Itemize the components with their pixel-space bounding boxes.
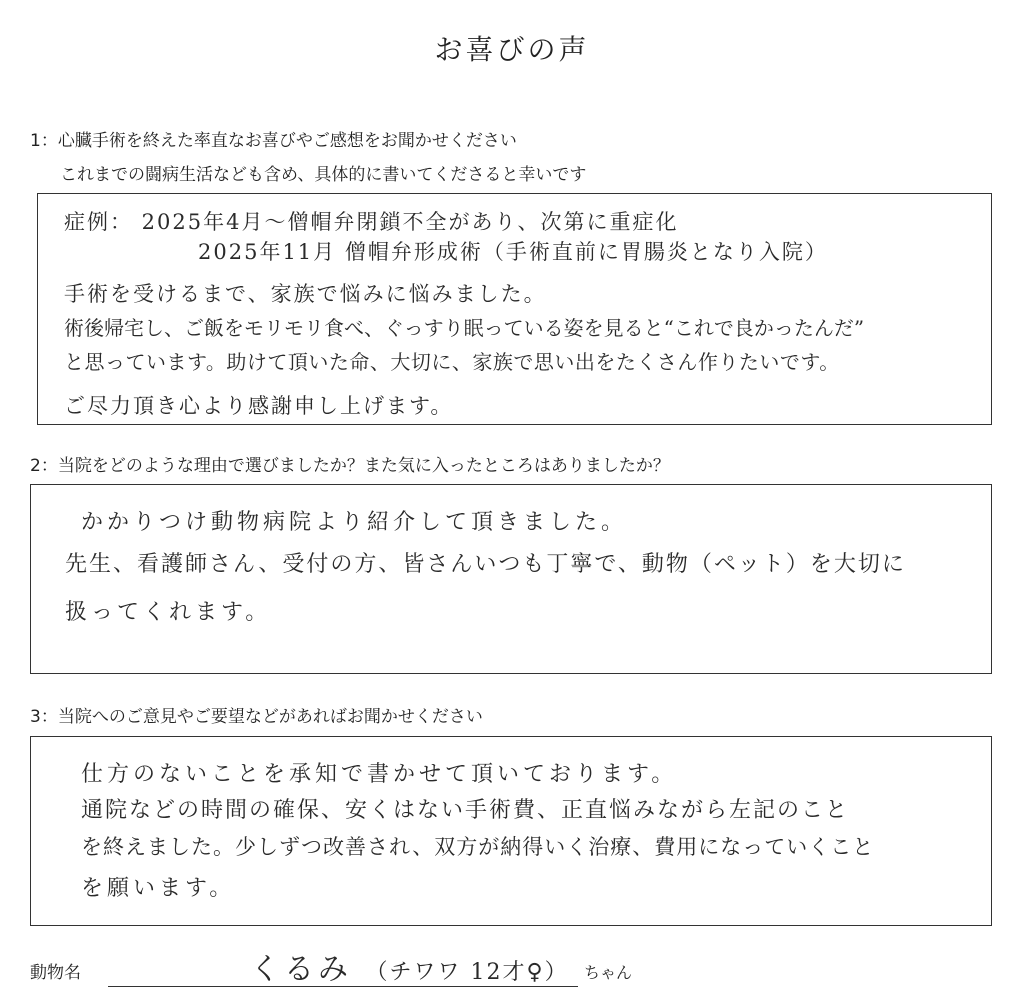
pet-name: くるみ — [250, 952, 352, 987]
answer-box-3 — [30, 736, 992, 926]
answer-box-2 — [30, 484, 992, 674]
answer-3-line-3: を終えました。少しずつ改善され、双方が納得いく治療、費用になっていくこと — [81, 835, 875, 859]
question-2: 2：当院をどのような理由で選びましたか？また気に入ったところはありましたか？ — [30, 456, 670, 476]
answer-box-1 — [37, 193, 992, 425]
pet-name-suffix: ちゃん — [584, 963, 633, 982]
answer-3-line-2: 通院などの時間の確保、安くはない手術費、正直悩みながら左記のこと — [81, 798, 850, 823]
answer-3-line-4: を願います。 — [81, 876, 236, 901]
answer-1-line-6: ご尽力頂き心より感謝申し上げます。 — [64, 394, 454, 418]
question-1: 1：心臓手術を終えた率直なお喜びやご感想をお聞かせください — [30, 131, 517, 151]
answer-3-line-1: 仕方のないことを承知で書かせて頂いております。 — [81, 762, 678, 787]
answer-2-line-2: 先生、看護師さん、受付の方、皆さんいつも丁寧で、動物（ペット）を大切に — [65, 552, 906, 577]
pet-breed-age: （チワワ 12才♀） — [365, 960, 569, 985]
answer-1-line-2: 2025年11月 僧帽弁形成術（手術直前に胃腸炎となり入院） — [198, 240, 828, 264]
pet-name-underline — [108, 986, 578, 987]
question-3: 3：当院へのご意見やご要望などがあればお聞かせください — [30, 707, 483, 727]
answer-1-line-3: 手術を受けるまで、家族で悩みに悩みました。 — [64, 282, 547, 306]
answer-1-line-5: と思っています。助けて頂いた命、大切に、家族で思い出をたくさん作りたいです。 — [64, 350, 840, 374]
answer-2-line-1: かかりつけ動物病院より紹介して頂きました。 — [81, 510, 628, 535]
question-1-subtext: これまでの闘病生活なども含め、具体的に書いてくださると幸いです — [60, 165, 587, 185]
page-title: お喜びの声 — [434, 33, 590, 66]
pet-name-value — [250, 944, 569, 988]
answer-1-line-1: 症例： 2025年4月～僧帽弁閉鎖不全があり、次第に重症化 — [64, 210, 679, 234]
pet-name-label: 動物名 — [30, 963, 81, 983]
answer-2-line-3: 扱ってくれます。 — [65, 600, 272, 625]
answer-1-line-4: 術後帰宅し、ご飯をモリモリ食べ、ぐっすり眠っている姿を見ると“これで良かったんだ” — [64, 316, 865, 340]
